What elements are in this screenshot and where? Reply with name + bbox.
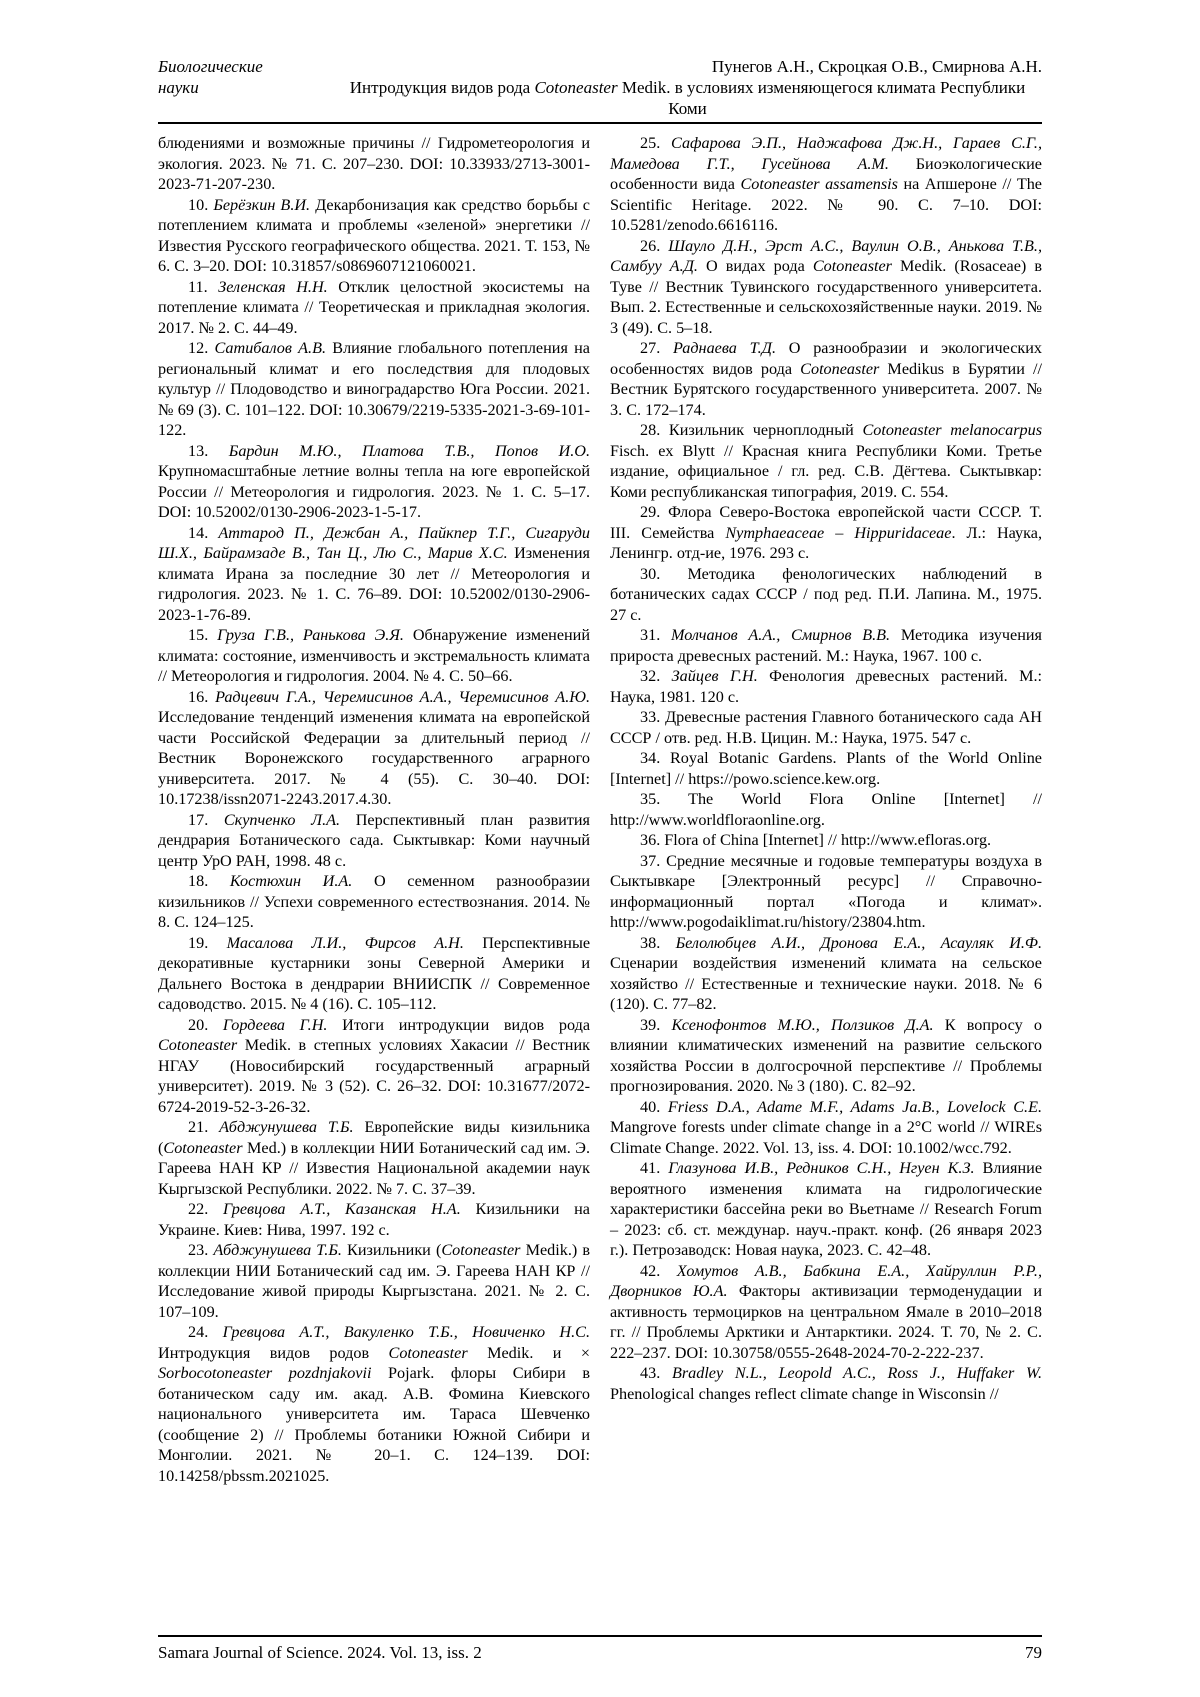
reference-item: 23. Абджунушева Т.Б. Кизильники (Cotoneaster Medik.) в коллекции НИИ Ботанический сад им. Э. Гареева НАН КР // Исследование живой природы Кыргызстана. 2021. № 2. С. 107–109. bbox=[158, 1241, 591, 1321]
reference-item: 27. Раднаева Т.Д. О разнообразии и экологических особенностях видов рода Cotoneaster Medikus в Бурятии // Вестник Бурятского государственного университета. 2007. № 3. С. 172–174. bbox=[610, 339, 1042, 419]
references-section bbox=[158, 133, 1042, 1661]
reference-item: 42. Хомутов А.В., Бабкина Е.А., Хайруллин Р.Р., Дворников Ю.А. Факторы активизации термоденудации и активность термоцирков на центральном Ямале в 2010–2018 гг. // Проблемы Арктики и Антарктики. 2024. Т. 70, № 2. С. 222–237. DOI: 10.30758/0555-2648-2024-70-2-222-237. bbox=[610, 1261, 1042, 1362]
reference-item: 43. Bradley N.L., Leopold A.C., Ross J., Huffaker W. Phenological changes reflect climate change in Wisconsin // bbox=[610, 1364, 1042, 1403]
reference-item: 12. Сатибалов А.В. Влияние глобального потепления на региональный климат и его последствия для плодовых культур // Плодоводство и виноградарство Юга России. 2021. № 69 (3). С. 101–122. DOI: 10.30679/2219-5335-2021-3-69-101-122. bbox=[158, 339, 590, 439]
reference-item: 19. Масалова Л.И., Фирсов А.Н. Перспективные декоративные кустарники зоны Северной Америки и Дальнего Востока в дендрарии ВНИИСПК // Современное садоводство. 2015. № 4 (16). С. 105–112. bbox=[158, 933, 591, 1013]
reference-item: 22. Гревцова А.Т., Казанская Н.А. Кизильники на Украине. Киев: Нива, 1997. 192 с. bbox=[158, 1200, 590, 1239]
reference-item: 35. The World Flora Online [Internet] // http://www.worldfloraonline.org. bbox=[610, 790, 1042, 829]
reference-item: 39. Ксенофонтов М.Ю., Ползиков Д.А. К вопросу о влиянии климатических изменений на развитие сельского хозяйства России в долгосрочной перспективе // Проблемы прогнозирования. 2020. № 3 (180). С. 82–92. bbox=[610, 1015, 1042, 1095]
page-footer bbox=[158, 1635, 1042, 1663]
section-name-line1: Биологические bbox=[158, 57, 263, 76]
running-title: Интродукция видов рода Cotoneaster Medik. в условиях изменяющегося климата Республики Коми bbox=[349, 78, 1026, 118]
reference-item: 31. Молчанов А.А., Смирнов В.В. Методика изучения прироста древесных растений. М.: Наука, 1967. 100 с. bbox=[610, 626, 1042, 665]
reference-item: 25. Сафарова Э.П., Наджафова Дж.Н., Гараев С.Г., Мамедова Г.Т., Гусейнова А.М. Биоэкологические особенности вида Cotoneaster assamensis на Апшероне // The Scientific Heritage. 2022. № 90. С. 7–10. DOI: 10.5281/zenodo.6616116. bbox=[610, 134, 1042, 234]
header-row-1 bbox=[158, 56, 1042, 77]
page-number: 79 bbox=[1025, 1643, 1042, 1662]
reference-item: 28. Кизильник черноплодный Cotoneaster melanocarpus Fisch. ex Blytt // Красная книга Республики Коми. Третье издание, официальное / гл. ред. С.В. Дёгтева. Сыктывкар: Коми республиканская типография, 2019. С. 554. bbox=[610, 421, 1042, 501]
reference-item: 20. Гордеева Г.Н. Итоги интродукции видов рода Cotoneaster Medik. в степных условиях Хакасии // Вестник НГАУ (Новосибирский государственный аграрный университет). 2019. № 3 (52). С. 26–32. DOI: 10.31677/2072-6724-2019-52-3-26-32. bbox=[158, 1015, 591, 1116]
page-header bbox=[158, 56, 1042, 124]
reference-item: 38. Белолюбцев А.И., Дронова Е.А., Асауляк И.Ф. Сценарии воздействия изменений климата на сельское хозяйство // Естественные и технические науки. 2018. № 6 (120). С. 77–82. bbox=[610, 933, 1042, 1013]
reference-item: 37. Средние месячные и годовые температуры воздуха в Сыктывкаре [Электронный ресурс] // Справочно-информационный портал «Погода и климат». http://www.pogodaiklimat.ru/history/23804.htm. bbox=[610, 851, 1042, 931]
reference-item: 10. Берёзкин В.И. Декарбонизация как средство борьбы с потеплением климата и проблемы «зеленой» энергетики // Известия Русского географического общества. 2021. Т. 153, № 6. С. 3–20. DOI: 10.31857/s0869607121060021. bbox=[158, 195, 590, 275]
references-left-column bbox=[158, 133, 590, 1661]
reference-item: 15. Груза Г.В., Ранькова Э.Я. Обнаружение изменений климата: состояние, изменчивость и экстремальность климата // Метеорология и гидрология. 2004. № 4. С. 50–66. bbox=[158, 626, 591, 685]
running-authors: Пунегов А.Н., Скроцкая О.В., Смирнова А.Н. bbox=[711, 57, 1042, 76]
reference-item: 18. Костюхин И.А. О семенном разнообразии кизильников // Успехи современного естествознания. 2014. № 8. С. 124–125. bbox=[158, 872, 590, 931]
header-row-2 bbox=[158, 77, 1042, 119]
reference-item: 11. Зеленская Н.Н. Отклик целостной экосистемы на потепление климата // Теоретическая и прикладная экология. 2017. № 2. С. 44–49. bbox=[158, 277, 590, 337]
references-right-column bbox=[610, 133, 1042, 1661]
reference-item: 13. Бардин М.Ю., Платова Т.В., Попов И.О. Крупномасштабные летние волны тепла на юге европейской России // Метеорология и гидрология. 2023. № 1. С. 5–17. DOI: 10.52002/0130-2906-2023-1-5-17. bbox=[158, 441, 590, 521]
reference-item: 17. Скупченко Л.А. Перспективный план развития дендрария Ботанического сада. Сыктывкар: Коми научный центр УрО РАН, 1998. 48 с. bbox=[158, 810, 590, 870]
reference-item: 41. Глазунова И.В., Редников С.Н., Нгуен К.З. Влияние вероятного изменения климата на гидрологические характеристики бассейна реки во Вьетнаме // Research Forum – 2023: сб. ст. междунар. науч.-практ. конф. (26 января 2023 г.). Петрозаводск: Новая наука, 2023. С. 42–48. bbox=[610, 1159, 1042, 1259]
reference-item: 29. Флора Северо-Востока европейской части СССР. Т. III. Семейства Nymphaeaceae – Hippuridaceae. Л.: Наука, Ленингр. отд-ие, 1976. 293 с. bbox=[610, 503, 1042, 562]
reference-item: 33. Древесные растения Главного ботанического сада АН СССР / отв. ред. Н.В. Цицин. М.: Наука, 1975. 547 с. bbox=[610, 708, 1042, 747]
reference-item: 21. Абджунушева Т.Б. Европейские виды кизильника (Cotoneaster Med.) в коллекции НИИ Ботанический сад им. Э. Гареева НАН КР // Известия Национальной академии наук Кыргызской Республики. 2022. № 7. С. 37–39. bbox=[158, 1118, 591, 1198]
reference-item: 16. Радцевич Г.А., Черемисинов А.А., Черемисинов А.Ю. Исследование тенденций изменения климата на европейской части Российской Федерации за длительный период // Вестник Воронежского государственного аграрного университета. 2017. № 4 (55). С. 30–40. DOI: 10.17238/issn2071-2243.2017.4.30. bbox=[158, 687, 591, 808]
header-rule bbox=[158, 122, 1042, 124]
section-name-line2: науки bbox=[158, 78, 199, 97]
reference-item: 30. Методика фенологических наблюдений в ботанических садах СССР / под ред. П.И. Лапина. М., 1975. 27 с. bbox=[610, 564, 1042, 624]
reference-item: 14. Аттарод П., Дежбан А., Пайкпер Т.Г., Сигаруди Ш.Х., Байрамзаде В., Тан Ц., Лю С., Марив Х.С. Изменения климата Ирана за последние 30 лет // Метеорология и гидрология. 2023. № 1. С. 76–89. DOI: 10.52002/0130-2906-2023-1-76-89. bbox=[158, 523, 591, 624]
reference-item: 24. Гревцова А.Т., Вакуленко Т.Б., Новиченко Н.С. Интродукция видов родов Cotoneaster Medik. и × Sorbocotoneaster pozdnjakovii Pojark. флоры Сибири в ботаническом саду им. акад. А.В. Фомина Киевского национального университета им. Тараса Шевченко (сообщение 2) // Проблемы ботаники Южной Сибири и Монголии. 2021. № 20–1. С. 124–139. DOI: 10.14258/pbssm.2021025. bbox=[158, 1323, 591, 1485]
reference-item: 32. Зайцев Г.Н. Фенология древесных растений. М.: Наука, 1981. 120 с. bbox=[610, 667, 1042, 706]
reference-item: 34. Royal Botanic Gardens. Plants of the World Online [Internet] // https://powo.science.kew.org. bbox=[610, 749, 1042, 788]
reference-item: 26. Шауло Д.Н., Эрст А.С., Ваулин О.В., Анькова Т.В., Самбуу А.Д. О видах рода Cotoneaster Medik. (Rosaceae) в Туве // Вестник Тувинского государственного университета. Вып. 2. Естественные и сельскохозяйственные науки. 2019. № 3 (49). С. 5–18. bbox=[610, 236, 1042, 337]
reference-item: 36. Flora of China [Internet] // http://www.efloras.org. bbox=[640, 831, 992, 849]
reference-item: блюдениями и возможные причины // Гидрометеорология и экология. 2023. № 71. С. 207–230. DOI: 10.33933/2713-3001-2023-71-207-230. bbox=[158, 134, 590, 193]
journal-citation: Samara Journal of Science. 2024. Vol. 13, iss. 2 bbox=[158, 1643, 482, 1662]
reference-item: 40. Friess D.A., Adame M.F., Adams Ja.B., Lovelock C.E. Mangrove forests under climate change in a 2°C world // WIREs Climate Change. 2022. Vol. 13, iss. 4. DOI: 10.1002/wcc.792. bbox=[610, 1097, 1042, 1157]
